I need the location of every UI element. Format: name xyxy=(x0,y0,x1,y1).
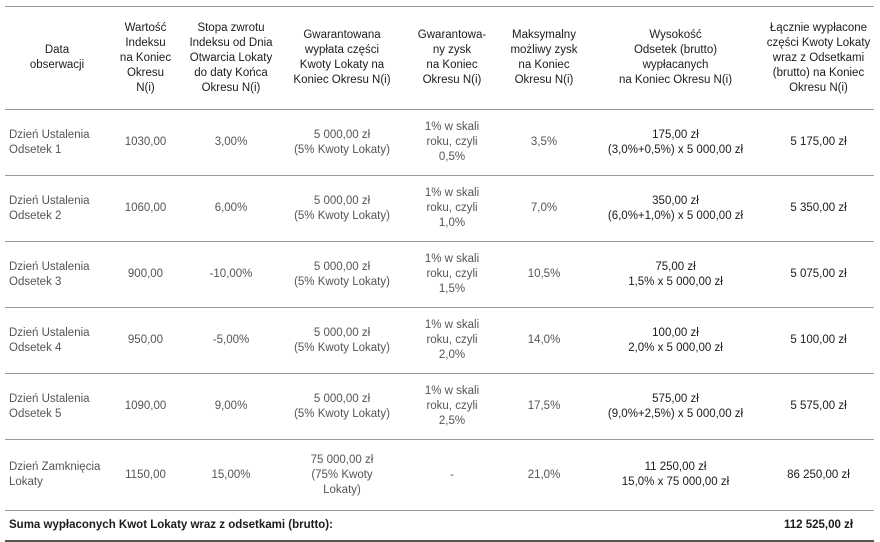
cell-index-value: 1090,00 xyxy=(109,374,182,440)
header-guaranteed-profit: Gwarantowa- ny zysk na Koniec Okresu N(i) xyxy=(404,7,500,110)
cell-guaranteed-payment: 5 000,00 zł (5% Kwoty Lokaty) xyxy=(280,374,404,440)
cell-date: Dzień Ustalenia Odsetek 2 xyxy=(5,176,109,242)
cell-max-profit: 17,5% xyxy=(500,374,588,440)
cell-date: Dzień Ustalenia Odsetek 3 xyxy=(5,242,109,308)
cell-total-paid: 86 250,00 zł xyxy=(763,440,874,511)
cell-date: Dzień Zamknięcia Lokaty xyxy=(5,440,109,511)
table-row xyxy=(5,374,874,440)
cell-max-profit: 7,0% xyxy=(500,176,588,242)
cell-interest: 175,00 zł (3,0%+0,5%) x 5 000,00 zł xyxy=(588,110,763,176)
cell-guaranteed-profit: 1% w skali roku, czyli 0,5% xyxy=(404,110,500,176)
cell-total-paid: 5 100,00 zł xyxy=(763,308,874,374)
cell-guaranteed-profit: 1% w skali roku, czyli 2,5% xyxy=(404,374,500,440)
header-max-profit: Maksymalny możliwy zysk na Koniec Okresu N(i) xyxy=(500,7,588,110)
cell-guaranteed-payment: 5 000,00 zł (5% Kwoty Lokaty) xyxy=(280,176,404,242)
cell-return-rate: -10,00% xyxy=(182,242,280,308)
cell-index-value: 1030,00 xyxy=(109,110,182,176)
cell-total-paid: 5 350,00 zł xyxy=(763,176,874,242)
summary-row xyxy=(5,511,874,541)
header-guaranteed-payment: Gwarantowana wypłata części Kwoty Lokaty na Koniec Okresu N(i) xyxy=(280,7,404,110)
cell-max-profit: 10,5% xyxy=(500,242,588,308)
table-row xyxy=(5,440,874,511)
cell-index-value: 950,00 xyxy=(109,308,182,374)
cell-return-rate: 15,00% xyxy=(182,440,280,511)
cell-interest: 100,00 zł 2,0% x 5 000,00 zł xyxy=(588,308,763,374)
cell-interest: 75,00 zł 1,5% x 5 000,00 zł xyxy=(588,242,763,308)
cell-guaranteed-profit: 1% w skali roku, czyli 1,0% xyxy=(404,176,500,242)
cell-return-rate: -5,00% xyxy=(182,308,280,374)
table-row xyxy=(5,110,874,176)
cell-interest: 350,00 zł (6,0%+1,0%) x 5 000,00 zł xyxy=(588,176,763,242)
table-row xyxy=(5,242,874,308)
deposit-payout-table xyxy=(5,6,874,542)
cell-return-rate: 6,00% xyxy=(182,176,280,242)
cell-interest: 11 250,00 zł 15,0% x 75 000,00 zł xyxy=(588,440,763,511)
cell-guaranteed-profit: 1% w skali roku, czyli 2,0% xyxy=(404,308,500,374)
table-row xyxy=(5,308,874,374)
cell-return-rate: 3,00% xyxy=(182,110,280,176)
header-observation-date: Data obserwacji xyxy=(5,7,109,110)
cell-guaranteed-profit: - xyxy=(404,440,500,511)
header-index-value: Wartość Indeksu na Koniec Okresu N(i) xyxy=(109,7,182,110)
cell-guaranteed-profit: 1% w skali roku, czyli 1,5% xyxy=(404,242,500,308)
cell-index-value: 1060,00 xyxy=(109,176,182,242)
cell-index-value: 900,00 xyxy=(109,242,182,308)
cell-total-paid: 5 075,00 zł xyxy=(763,242,874,308)
cell-guaranteed-payment: 5 000,00 zł (5% Kwoty Lokaty) xyxy=(280,110,404,176)
cell-guaranteed-payment: 5 000,00 zł (5% Kwoty Lokaty) xyxy=(280,308,404,374)
cell-date: Dzień Ustalenia Odsetek 4 xyxy=(5,308,109,374)
summary-label: Suma wypłaconych Kwot Lokaty wraz z odsetkami (brutto): xyxy=(5,511,763,541)
table-row xyxy=(5,176,874,242)
cell-max-profit: 21,0% xyxy=(500,440,588,511)
cell-guaranteed-payment: 5 000,00 zł (5% Kwoty Lokaty) xyxy=(280,242,404,308)
cell-total-paid: 5 575,00 zł xyxy=(763,374,874,440)
summary-total: 112 525,00 zł xyxy=(763,511,874,541)
cell-guaranteed-payment: 75 000,00 zł (75% Kwoty Lokaty) xyxy=(280,440,404,511)
header-row xyxy=(5,7,874,110)
cell-date: Dzień Ustalenia Odsetek 5 xyxy=(5,374,109,440)
header-interest-amount: Wysokość Odsetek (brutto) wypłacanych na Koniec Okresu N(i) xyxy=(588,7,763,110)
header-index-return-rate: Stopa zwrotu Indeksu od Dnia Otwarcia Lokaty do daty Końca Okresu N(i) xyxy=(182,7,280,110)
cell-return-rate: 9,00% xyxy=(182,374,280,440)
cell-max-profit: 3,5% xyxy=(500,110,588,176)
cell-date: Dzień Ustalenia Odsetek 1 xyxy=(5,110,109,176)
cell-total-paid: 5 175,00 zł xyxy=(763,110,874,176)
cell-index-value: 1150,00 xyxy=(109,440,182,511)
header-total-paid: Łącznie wypłacone części Kwoty Lokaty wraz z Odsetkami (brutto) na Koniec Okresu N(i) xyxy=(763,7,874,110)
cell-max-profit: 14,0% xyxy=(500,308,588,374)
cell-interest: 575,00 zł (9,0%+2,5%) x 5 000,00 zł xyxy=(588,374,763,440)
